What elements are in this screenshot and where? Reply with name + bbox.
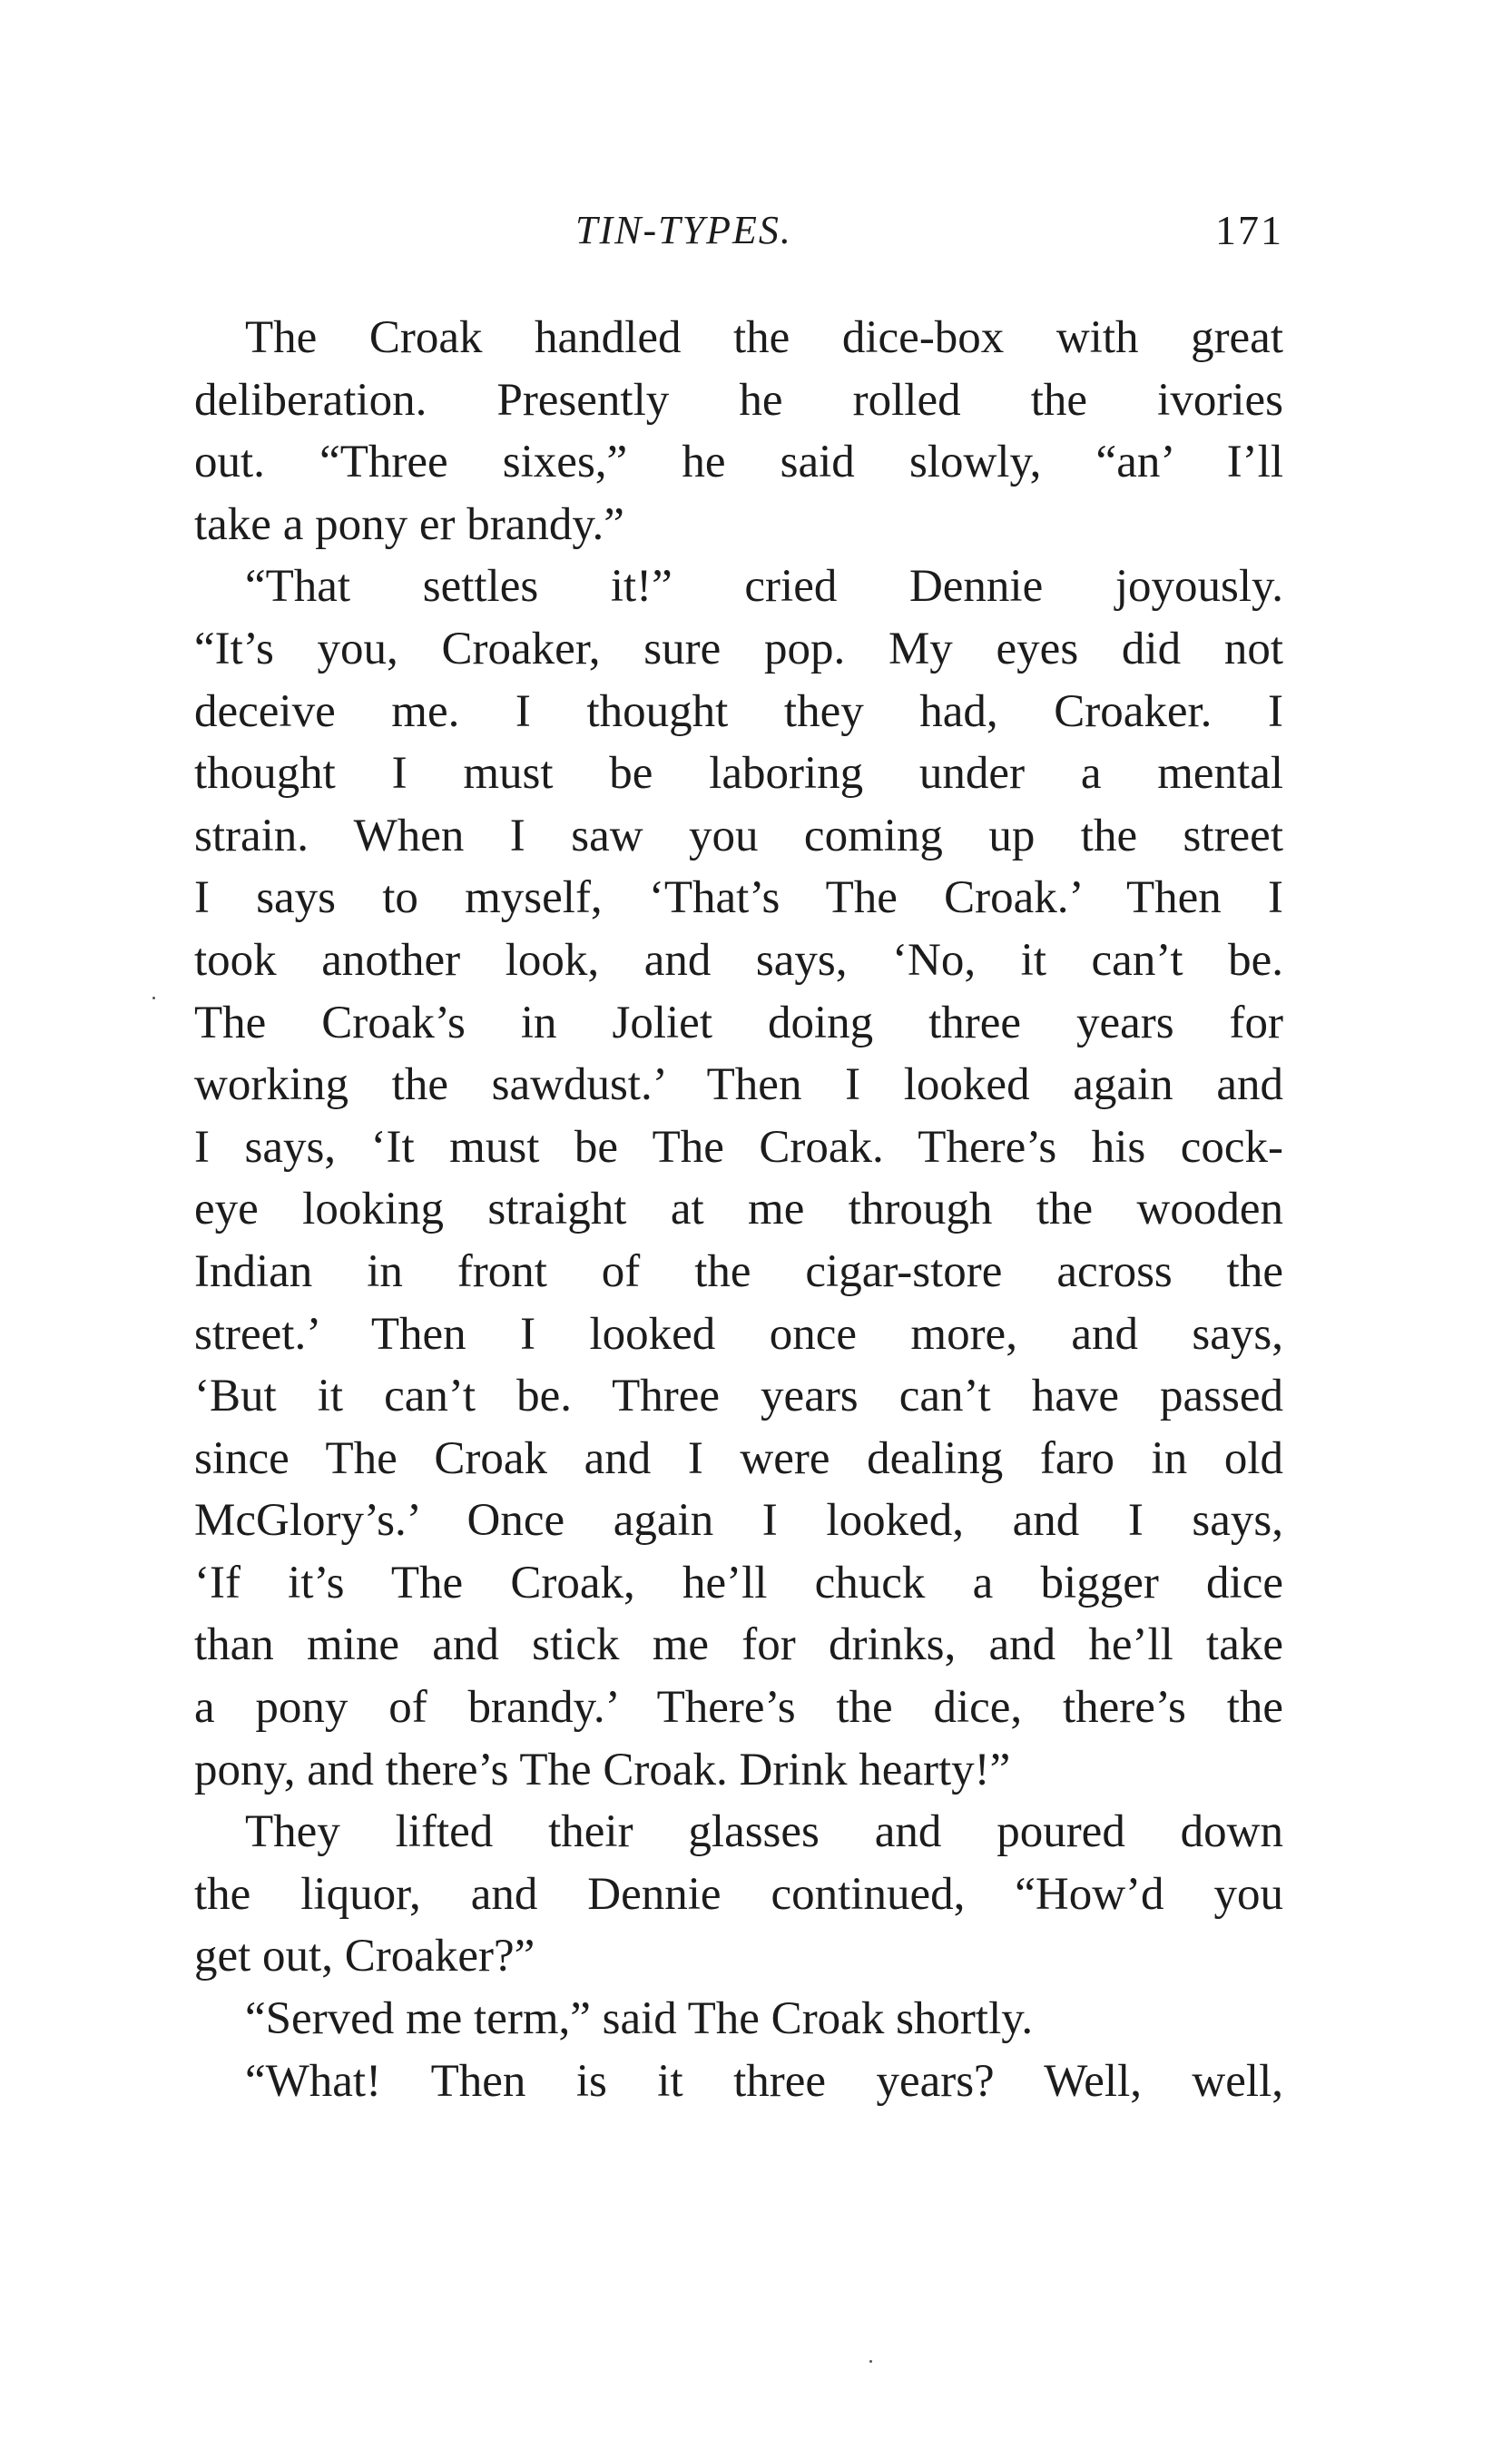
text-line: take a pony er brandy.” [194, 498, 624, 550]
text-line: The Croak handled the dice-box with great [245, 312, 1283, 363]
text-line: “Served me term,” said The Croak shortly. [245, 1993, 1034, 2045]
text-line: out. “Three sixes,” he said slowly, “an’ I’ll [194, 437, 1283, 488]
body-text [194, 307, 1283, 2112]
text-line: deceive me. I thought they had, Croaker. I [194, 685, 1283, 737]
text-line: a pony of brandy.’ There’s the dice, there’s the [194, 1682, 1283, 1734]
text-line: since The Croak and I were dealing faro in old [194, 1432, 1283, 1484]
print-speck [869, 2360, 872, 2363]
text-line: strain. When I saw you coming up the street [194, 810, 1283, 861]
text-line: Indian in front of the cigar-store across the [194, 1245, 1283, 1297]
text-line: than mine and stick me for drinks, and he’ll take [194, 1619, 1283, 1671]
text-line: I says to myself, ‘That’s The Croak.’ Then I [194, 872, 1283, 924]
text-line: the liquor, and Dennie continued, “How’d you [194, 1868, 1283, 1920]
text-line: deliberation. Presently he rolled the ivories [194, 374, 1283, 426]
text-line: I says, ‘It must be The Croak. There’s his cock- [194, 1121, 1283, 1173]
running-title: TIN-TYPES. [575, 208, 792, 252]
text-line: street.’ Then I looked once more, and says, [194, 1308, 1283, 1360]
text-line: thought I must be laboring under a mental [194, 748, 1283, 800]
text-line: took another look, and says, ‘No, it can’t be. [194, 934, 1283, 986]
text-line: eye looking straight at me through the wooden [194, 1184, 1283, 1235]
text-line: McGlory’s.’ Once again I looked, and I says, [194, 1495, 1283, 1547]
text-line: ‘But it can’t be. Three years can’t have passed [194, 1371, 1283, 1422]
text-line: ‘If it’s The Croak, he’ll chuck a bigger dice [194, 1557, 1283, 1608]
text-line: “What! Then is it three years? Well, well, [245, 2055, 1283, 2107]
text-line: “That settles it!” cried Dennie joyously. [245, 561, 1283, 613]
text-line: They lifted their glasses and poured down [245, 1806, 1283, 1858]
text-line: working the sawdust.’ Then I looked again and [194, 1059, 1283, 1111]
text-line: “It’s you, Croaker, sure pop. My eyes did not [194, 623, 1283, 674]
text-line: The Croak’s in Joliet doing three years for [194, 997, 1283, 1048]
print-speck [152, 997, 155, 999]
text-line: get out, Croaker?” [194, 1931, 535, 1982]
running-head [194, 202, 1283, 260]
page-number: 171 [1215, 207, 1283, 253]
text-line: pony, and there’s The Croak. Drink hearty!” [194, 1744, 1011, 1795]
